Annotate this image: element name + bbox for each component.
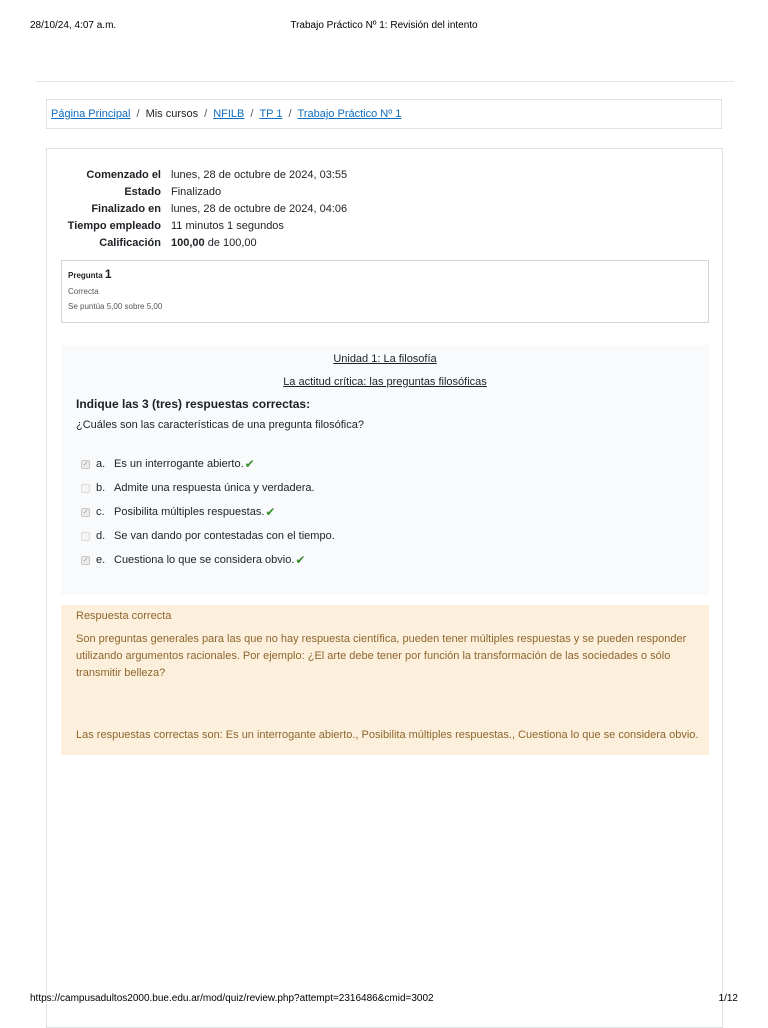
summary-label: Calificación: [99, 236, 161, 249]
summary-row-state: [47, 183, 347, 200]
breadcrumb-my-courses: Mis cursos: [145, 108, 199, 120]
question-number: [68, 267, 702, 281]
grade-total: de 100,00: [204, 236, 257, 249]
summary-row-grade: [47, 234, 347, 251]
answer-option-e: [81, 548, 335, 572]
right-answer-text: Las respuestas correctas son: Es un interrogante abierto., Posibilita múltiples respuestas., Cuestiona lo que se considera obvio.: [76, 729, 699, 741]
correct-check-icon: ✔: [244, 457, 255, 471]
breadcrumb: [46, 99, 722, 129]
question-instruction: Indique las 3 (tres) respuestas correctas:: [76, 397, 311, 411]
summary-row-finished: [47, 200, 347, 217]
checkbox-checked-icon[interactable]: ✓: [82, 556, 89, 564]
grade-value: 100,00: [171, 236, 205, 249]
question-info-box: [61, 260, 709, 323]
summary-value: 11 minutos 1 segundos: [171, 219, 284, 232]
summary-label: Tiempo empleado: [67, 219, 161, 232]
question-number-value: 1: [104, 267, 112, 281]
feedback-text: Son preguntas generales para las que no hay respuesta científica, pueden tener múltiples respuestas y se pueden responder utilizando argumentos racionales. Por ejemplo: ¿El arte debe tener por función la transformación de las sociedades o sólo transmitir belleza?: [76, 633, 687, 679]
answer-option-b: [81, 476, 335, 500]
option-text: Cuestiona lo que se considera obvio.: [114, 554, 295, 566]
print-page-title: Trabajo Práctico Nº 1: Revisión del intento: [290, 20, 478, 31]
print-url: https://campusadultos2000.bue.edu.ar/mod/quiz/review.php?attempt=2316486&cmid=3002: [30, 993, 434, 1004]
answer-option-c: [81, 500, 335, 524]
breadcrumb-separator: /: [136, 108, 140, 120]
option-letter: d.: [96, 530, 106, 542]
option-text: Se van dando por contestadas con el tiempo.: [114, 530, 335, 542]
option-letter: c.: [96, 506, 105, 518]
answer-options: [81, 452, 335, 572]
summary-value: lunes, 28 de octubre de 2024, 04:06: [171, 202, 348, 215]
checkbox-unchecked-icon[interactable]: [81, 532, 90, 541]
option-text: Es un interrogante abierto.: [114, 458, 244, 470]
option-text: Posibilita múltiples respuestas.: [114, 506, 265, 518]
summary-label: Finalizado en: [91, 202, 161, 215]
option-letter: e.: [96, 554, 106, 566]
summary-row-started: [47, 166, 347, 183]
question-content: [61, 345, 709, 595]
breadcrumb-separator: /: [204, 108, 208, 120]
unit-heading: Unidad 1: La filosofía: [333, 353, 437, 365]
summary-value: [161, 237, 257, 249]
correct-check-icon: ✔: [265, 505, 276, 519]
correct-check-icon: ✔: [295, 553, 306, 567]
summary-label: Comenzado el: [86, 168, 161, 181]
breadcrumb-separator: /: [250, 108, 254, 120]
option-text: Admite una respuesta única y verdadera.: [114, 482, 315, 494]
option-letter: a.: [96, 458, 106, 470]
breadcrumb-home-link[interactable]: Página Principal: [51, 108, 131, 120]
breadcrumb-course-link[interactable]: NFILB: [213, 108, 245, 120]
topic-heading: La actitud crítica: las preguntas filosóficas: [283, 376, 487, 388]
print-header: [30, 20, 738, 34]
print-footer: [30, 993, 738, 1007]
print-datetime: 28/10/24, 4:07 a.m.: [30, 20, 117, 31]
summary-row-time: [47, 217, 347, 234]
feedback-title: Respuesta correcta: [76, 610, 172, 622]
summary-value: Finalizado: [171, 185, 222, 198]
answer-option-a: [81, 452, 335, 476]
question-score: Se puntúa 5,00 sobre 5,00: [68, 302, 163, 311]
checkbox-checked-icon[interactable]: ✓: [82, 508, 89, 516]
question-status: Correcta: [68, 287, 99, 296]
print-page-number: 1/12: [718, 993, 738, 1004]
breadcrumb-separator: /: [288, 108, 292, 120]
checkbox-unchecked-icon[interactable]: [81, 484, 90, 493]
summary-label: Estado: [124, 185, 161, 198]
option-letter: b.: [96, 482, 106, 494]
attempt-summary: [47, 166, 347, 251]
question-text: ¿Cuáles son las características de una pregunta filosófica?: [76, 419, 364, 431]
breadcrumb-section-link[interactable]: TP 1: [259, 108, 283, 120]
breadcrumb-quiz-link[interactable]: Trabajo Práctico Nº 1: [297, 108, 402, 120]
question-label: Pregunta: [68, 271, 103, 280]
top-divider: [36, 81, 734, 82]
checkbox-checked-icon[interactable]: ✓: [82, 460, 89, 468]
answer-option-d: [81, 524, 335, 548]
quiz-review-panel: [46, 148, 723, 1028]
feedback-box: [61, 605, 709, 755]
summary-value: lunes, 28 de octubre de 2024, 03:55: [171, 168, 348, 181]
